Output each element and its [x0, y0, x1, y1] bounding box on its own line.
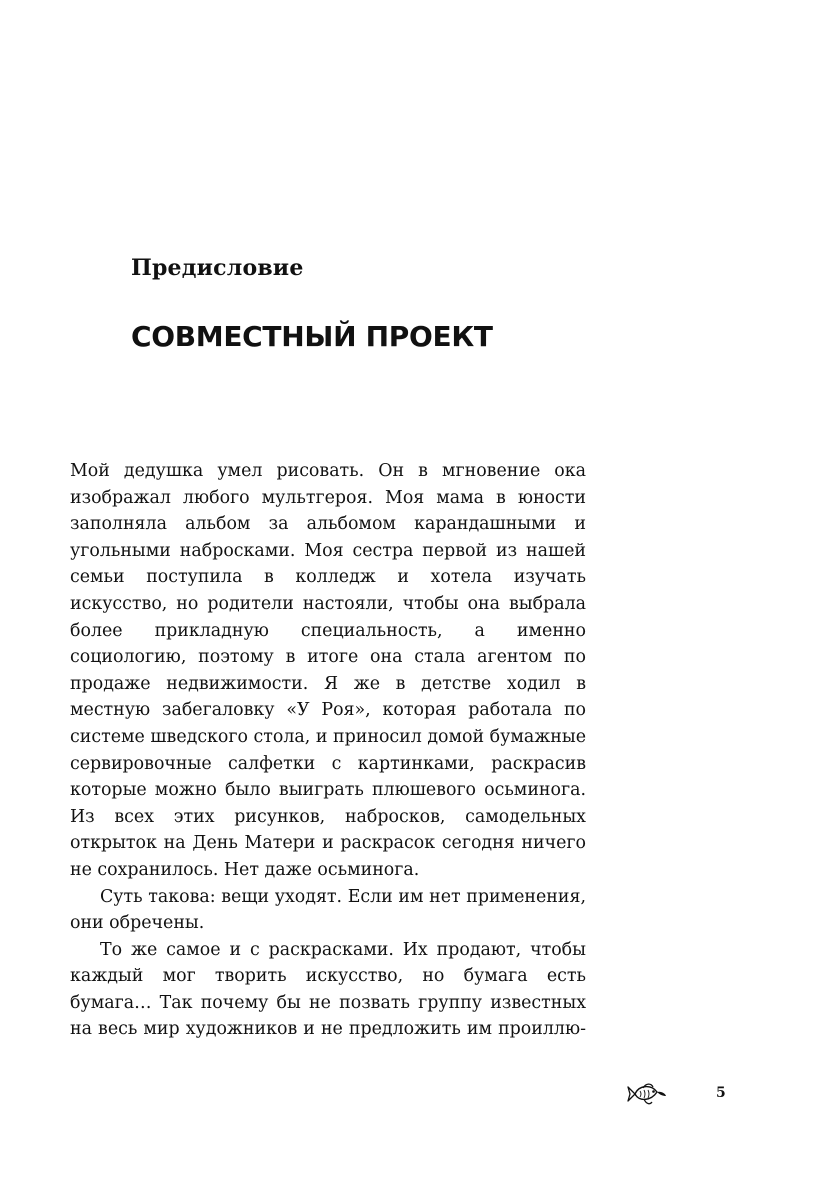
paragraph-2: Суть такова: вещи уходят. Если им нет применения, они обречены. [70, 886, 586, 934]
body-text [70, 458, 586, 1043]
section-label: Предисловие [131, 255, 304, 281]
paragraph-1: Мой дедушка умел рисовать. Он в мгновение ока изображал любого мультгероя. Моя мама в юности заполняла альбом за альбомом карандашными и угольными набросками. Моя сестра первой из нашей семьи поступила в колледж и хотела изучать искусство, но родители настояли, чтобы она выбрала более прикладную специальность, а именно социологию, поэтому в итоге она стала агентом по продаже недвижимости. Я же в детстве ходил в местную забегаловку «У Роя», которая работала по системе шведского стола, и приносил домой бумажные сервировочные салфетки с картинками, раскрасив которые можно было выиграть плюшевого осьминога. Из всех этих рисунков, набросков, самодельных открыток на День Матери и раскрасок сегодня ничего не сохранилось. Нет даже осьминога. [70, 461, 586, 880]
paragraph-3: То же самое и с раскрасками. Их продают, чтобы каждый мог творить искусство, но бумага есть бумага… Так почему бы не позвать группу известных на весь мир художников и не предложить им проиллю- [70, 939, 586, 1040]
fish-icon [626, 1080, 668, 1108]
chapter-title: СОВМЕСТНЫЙ ПРОЕКТ [131, 320, 493, 353]
page-number: 5 [716, 1085, 726, 1101]
